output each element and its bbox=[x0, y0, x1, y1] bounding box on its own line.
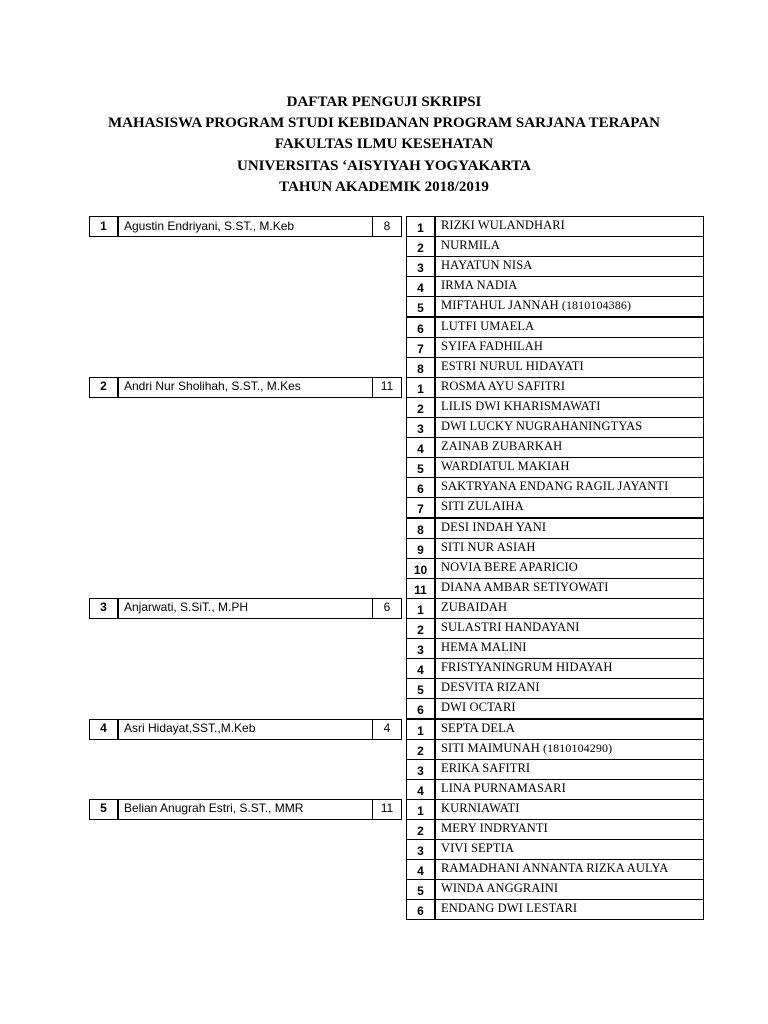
student-name bbox=[435, 839, 704, 860]
student-name bbox=[435, 558, 704, 579]
student-count: 11 bbox=[372, 377, 402, 398]
student-name bbox=[435, 357, 704, 378]
examiner-number: 1 bbox=[89, 216, 118, 237]
student-number: 1 bbox=[406, 799, 435, 820]
student-name bbox=[435, 518, 704, 539]
student-name bbox=[435, 799, 704, 820]
student-name-text: ERIKA SAFITRI bbox=[441, 760, 531, 775]
student-name bbox=[435, 899, 704, 920]
student-name-text: ZAINAB ZUBARKAH bbox=[441, 439, 563, 454]
student-name-text: MERY INDRYANTI bbox=[441, 821, 548, 835]
student-number: 3 bbox=[406, 256, 435, 277]
student-number: 1 bbox=[406, 377, 435, 398]
student-name-text: ENDANG DWI LESTARI bbox=[441, 901, 578, 916]
student-name-text: SULASTRI HANDAYANI bbox=[441, 620, 580, 634]
student-name bbox=[435, 739, 704, 760]
student-number: 2 bbox=[406, 236, 435, 257]
student-name bbox=[435, 598, 704, 619]
student-number: 1 bbox=[406, 598, 435, 619]
student-number: 1 bbox=[406, 719, 435, 740]
student-number: 2 bbox=[406, 397, 435, 418]
student-name-text: SITI NUR ASIAH bbox=[441, 539, 536, 554]
student-name-text: RAMADHANI ANNANTA RIZKA AULYA bbox=[441, 861, 669, 876]
student-count: 8 bbox=[372, 216, 402, 237]
student-name bbox=[435, 578, 704, 599]
examiner-name: Asri Hidayat,SST.,M.Keb bbox=[118, 719, 402, 740]
student-number: 4 bbox=[406, 437, 435, 458]
student-name-text: DESVITA RIZANI bbox=[441, 680, 540, 695]
student-number: 8 bbox=[406, 518, 435, 539]
student-name bbox=[435, 437, 704, 458]
student-name-text: VIVI SEPTIA bbox=[441, 841, 514, 856]
student-name-text: IRMA NADIA bbox=[441, 278, 518, 293]
student-number: 5 bbox=[406, 296, 435, 317]
heading-program: MAHASISWA PROGRAM STUDI KEBIDANAN PROGRAM SARJANA TERAPAN bbox=[108, 115, 660, 132]
examiner-number: 5 bbox=[89, 799, 118, 820]
student-name-text: LILIS DWI KHARISMAWATI bbox=[441, 398, 601, 413]
examiner-name: Agustin Endriyani, S.ST., M.Keb bbox=[118, 216, 402, 237]
student-name-text: ESTRI NURUL HIDAYATI bbox=[441, 358, 584, 373]
student-name-text: LUTFI UMAELA bbox=[441, 318, 535, 333]
student-number: 11 bbox=[406, 578, 435, 599]
student-name bbox=[435, 819, 704, 840]
student-name-text: SITI ZULAIHA bbox=[441, 499, 524, 514]
student-name-text: NOVIA BERE APARICIO bbox=[441, 559, 578, 574]
student-name bbox=[435, 678, 704, 699]
examiner-number: 4 bbox=[89, 719, 118, 740]
student-number: 4 bbox=[406, 779, 435, 800]
student-name-text: SYIFA FADHILAH bbox=[441, 338, 543, 353]
student-number: 4 bbox=[406, 276, 435, 297]
student-name-text: DWI LUCKY NUGRAHANINGTYAS bbox=[441, 419, 643, 433]
heading-university: UNIVERSITAS ‘AISYIYAH YOGYAKARTA bbox=[237, 157, 531, 174]
student-name-text: FRISTYANINGRUM HIDAYAH bbox=[441, 660, 613, 675]
student-name bbox=[435, 216, 704, 237]
student-name bbox=[435, 538, 704, 559]
examiner-name: Andri Nur Sholihah, S.ST., M.Kes bbox=[118, 377, 402, 398]
student-name-text: LINA PURNAMASARI bbox=[441, 780, 566, 795]
student-number: 5 bbox=[406, 678, 435, 699]
student-number: 2 bbox=[406, 739, 435, 760]
student-name-text: DESI INDAH YANI bbox=[441, 519, 547, 534]
student-count: 4 bbox=[372, 719, 402, 740]
examiner-number: 3 bbox=[89, 598, 118, 619]
student-name bbox=[435, 397, 704, 418]
student-name bbox=[435, 859, 704, 880]
student-number: 6 bbox=[406, 698, 435, 719]
student-number: 5 bbox=[406, 457, 435, 478]
examiner-number: 2 bbox=[89, 377, 118, 398]
student-name bbox=[435, 638, 704, 659]
student-name bbox=[435, 317, 704, 338]
student-number: 5 bbox=[406, 879, 435, 900]
student-name bbox=[435, 236, 704, 257]
heading-title: DAFTAR PENGUJI SKRIPSI bbox=[286, 94, 482, 110]
heading-academic-year: TAHUN AKADEMIK 2018/2019 bbox=[279, 178, 489, 195]
examiner-name: Anjarwati, S.SiT., M.PH bbox=[118, 598, 402, 619]
student-number: 4 bbox=[406, 658, 435, 679]
student-name-text: DIANA AMBAR SETIYOWATI bbox=[441, 579, 609, 594]
student-name bbox=[435, 377, 704, 398]
student-name-text: WARDIATUL MAKIAH bbox=[441, 459, 570, 474]
student-name-text: NURMILA bbox=[441, 238, 501, 253]
student-name-text: MIFTAHUL JANNAH bbox=[441, 298, 559, 313]
student-name-text: DWI OCTARI bbox=[441, 700, 516, 715]
student-number: 2 bbox=[406, 618, 435, 639]
student-number: 4 bbox=[406, 859, 435, 880]
student-number: 6 bbox=[406, 317, 435, 338]
student-number: 3 bbox=[406, 759, 435, 780]
student-name-text: HAYATUN NISA bbox=[441, 258, 533, 273]
student-name-text: ZUBAIDAH bbox=[441, 599, 508, 614]
student-name-text: SAKTRYANA ENDANG RAGIL JAYANTI bbox=[441, 479, 669, 494]
student-name bbox=[435, 337, 704, 358]
student-number: 7 bbox=[406, 497, 435, 518]
student-name bbox=[435, 879, 704, 900]
student-name-text: WINDA ANGGRAINI bbox=[441, 881, 559, 896]
student-number: 6 bbox=[406, 899, 435, 920]
student-number: 8 bbox=[406, 357, 435, 378]
student-number: 7 bbox=[406, 337, 435, 358]
student-name bbox=[435, 658, 704, 679]
student-name-text: SEPTA DELA bbox=[441, 720, 515, 735]
student-nim: (1810104290) bbox=[539, 740, 613, 755]
student-count: 11 bbox=[372, 799, 402, 820]
student-name bbox=[435, 296, 704, 317]
student-name bbox=[435, 417, 704, 438]
student-number: 3 bbox=[406, 839, 435, 860]
student-name bbox=[435, 719, 704, 740]
document-heading bbox=[0, 92, 768, 198]
student-name-text: HEMA MALINI bbox=[441, 640, 527, 655]
student-number: 3 bbox=[406, 417, 435, 438]
student-number: 10 bbox=[406, 558, 435, 579]
student-name-text: SITI MAIMUNAH bbox=[441, 740, 540, 755]
student-name bbox=[435, 256, 704, 277]
student-name-text: KURNIAWATI bbox=[441, 800, 520, 815]
student-number: 9 bbox=[406, 538, 435, 559]
examiner-name: Belian Anugrah Estri, S.ST., MMR bbox=[118, 799, 402, 820]
student-number: 1 bbox=[406, 216, 435, 237]
student-name bbox=[435, 698, 704, 719]
student-name bbox=[435, 497, 704, 518]
student-number: 6 bbox=[406, 477, 435, 498]
student-name bbox=[435, 759, 704, 780]
student-name bbox=[435, 276, 704, 297]
student-name bbox=[435, 457, 704, 478]
student-name bbox=[435, 779, 704, 800]
heading-faculty: FAKULTAS ILMU KESEHATAN bbox=[274, 136, 494, 153]
student-count: 6 bbox=[372, 598, 402, 619]
student-name bbox=[435, 618, 704, 639]
student-name-text: ROSMA AYU SAFITRI bbox=[441, 378, 566, 393]
student-number: 3 bbox=[406, 638, 435, 659]
student-number: 2 bbox=[406, 819, 435, 840]
student-nim: (1810104386) bbox=[558, 298, 632, 313]
student-name-text: RIZKI WULANDHARI bbox=[441, 218, 565, 232]
student-name bbox=[435, 477, 704, 498]
